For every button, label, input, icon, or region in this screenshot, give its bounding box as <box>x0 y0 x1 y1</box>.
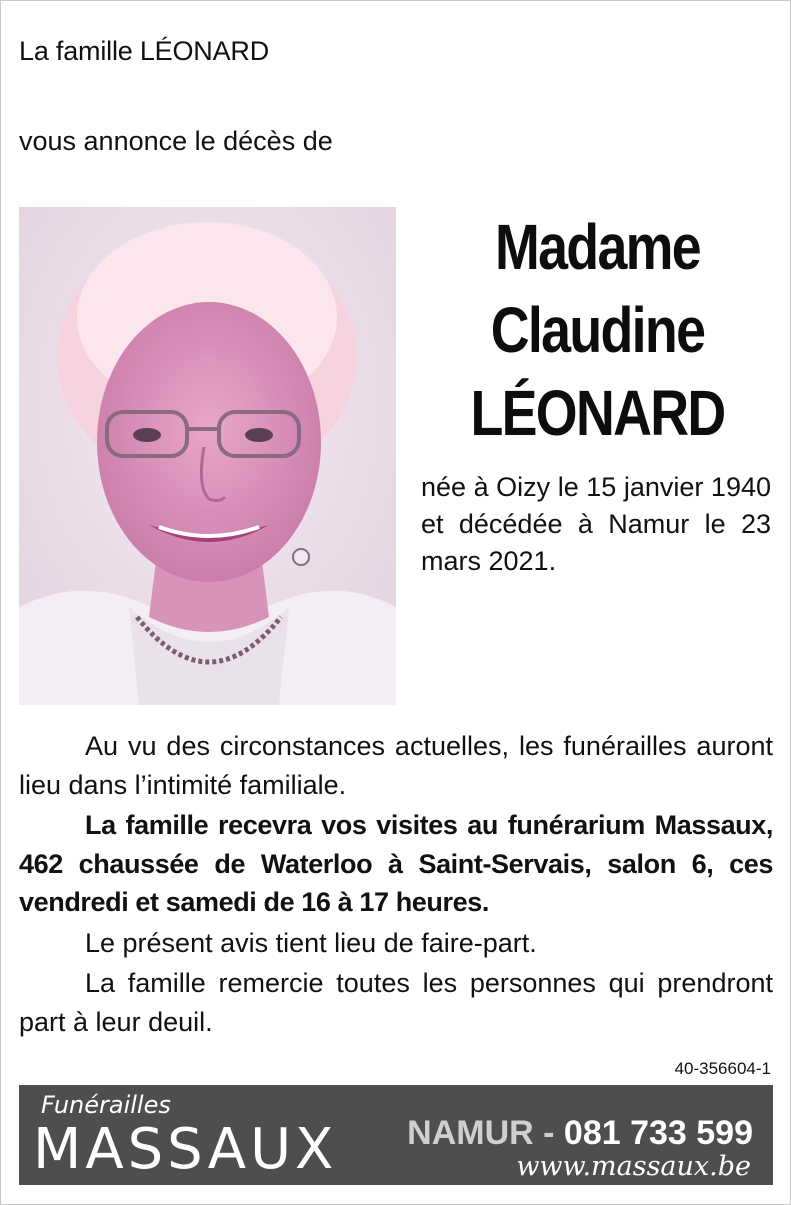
funeral-home-banner <box>19 1085 773 1185</box>
deceased-name-block <box>405 206 790 455</box>
deceased-title: Madame <box>494 211 701 283</box>
deceased-last-name: LÉONARD <box>470 377 725 449</box>
announce-line: vous annonce le décès de <box>19 126 333 156</box>
announcement-body <box>19 727 773 1043</box>
website-link[interactable]: www.massaux.be <box>516 1151 751 1182</box>
city-label: NAMUR <box>407 1114 534 1152</box>
paragraph-notice: Le présent avis tient lieu de faire-part. <box>85 927 537 958</box>
portrait-photo <box>19 207 396 705</box>
reference-number: 40-356604-1 <box>674 1059 771 1078</box>
family-line: La famille LÉONARD <box>19 36 269 66</box>
phone-number[interactable]: 081 733 599 <box>563 1114 753 1152</box>
phone-line <box>407 1114 753 1153</box>
paragraph-thanks: La famille remercie toutes les personnes qui prendront part à leur deuil. <box>19 968 773 1037</box>
paragraph-visits: La famille recevra vos visites au funérarium Massaux, 462 chaussée de Waterloo à Saint-Servais, salon 6, ces vendredi et samedi de 16 à 17 heures. <box>19 810 773 917</box>
brand-name: MASSAUX <box>33 1117 338 1182</box>
birth-death-dates: née à Oizy le 15 janvier 1940 et décédée à Namur le 23 mars 2021. <box>421 472 771 576</box>
paragraph-circumstances: Au vu des circonstances actuelles, les funérailles auront lieu dans l’intimité familiale. <box>19 731 773 800</box>
brand-subtitle: Funérailles <box>41 1091 171 1119</box>
separator: - <box>533 1114 564 1152</box>
deceased-first-name: Claudine <box>490 294 705 366</box>
